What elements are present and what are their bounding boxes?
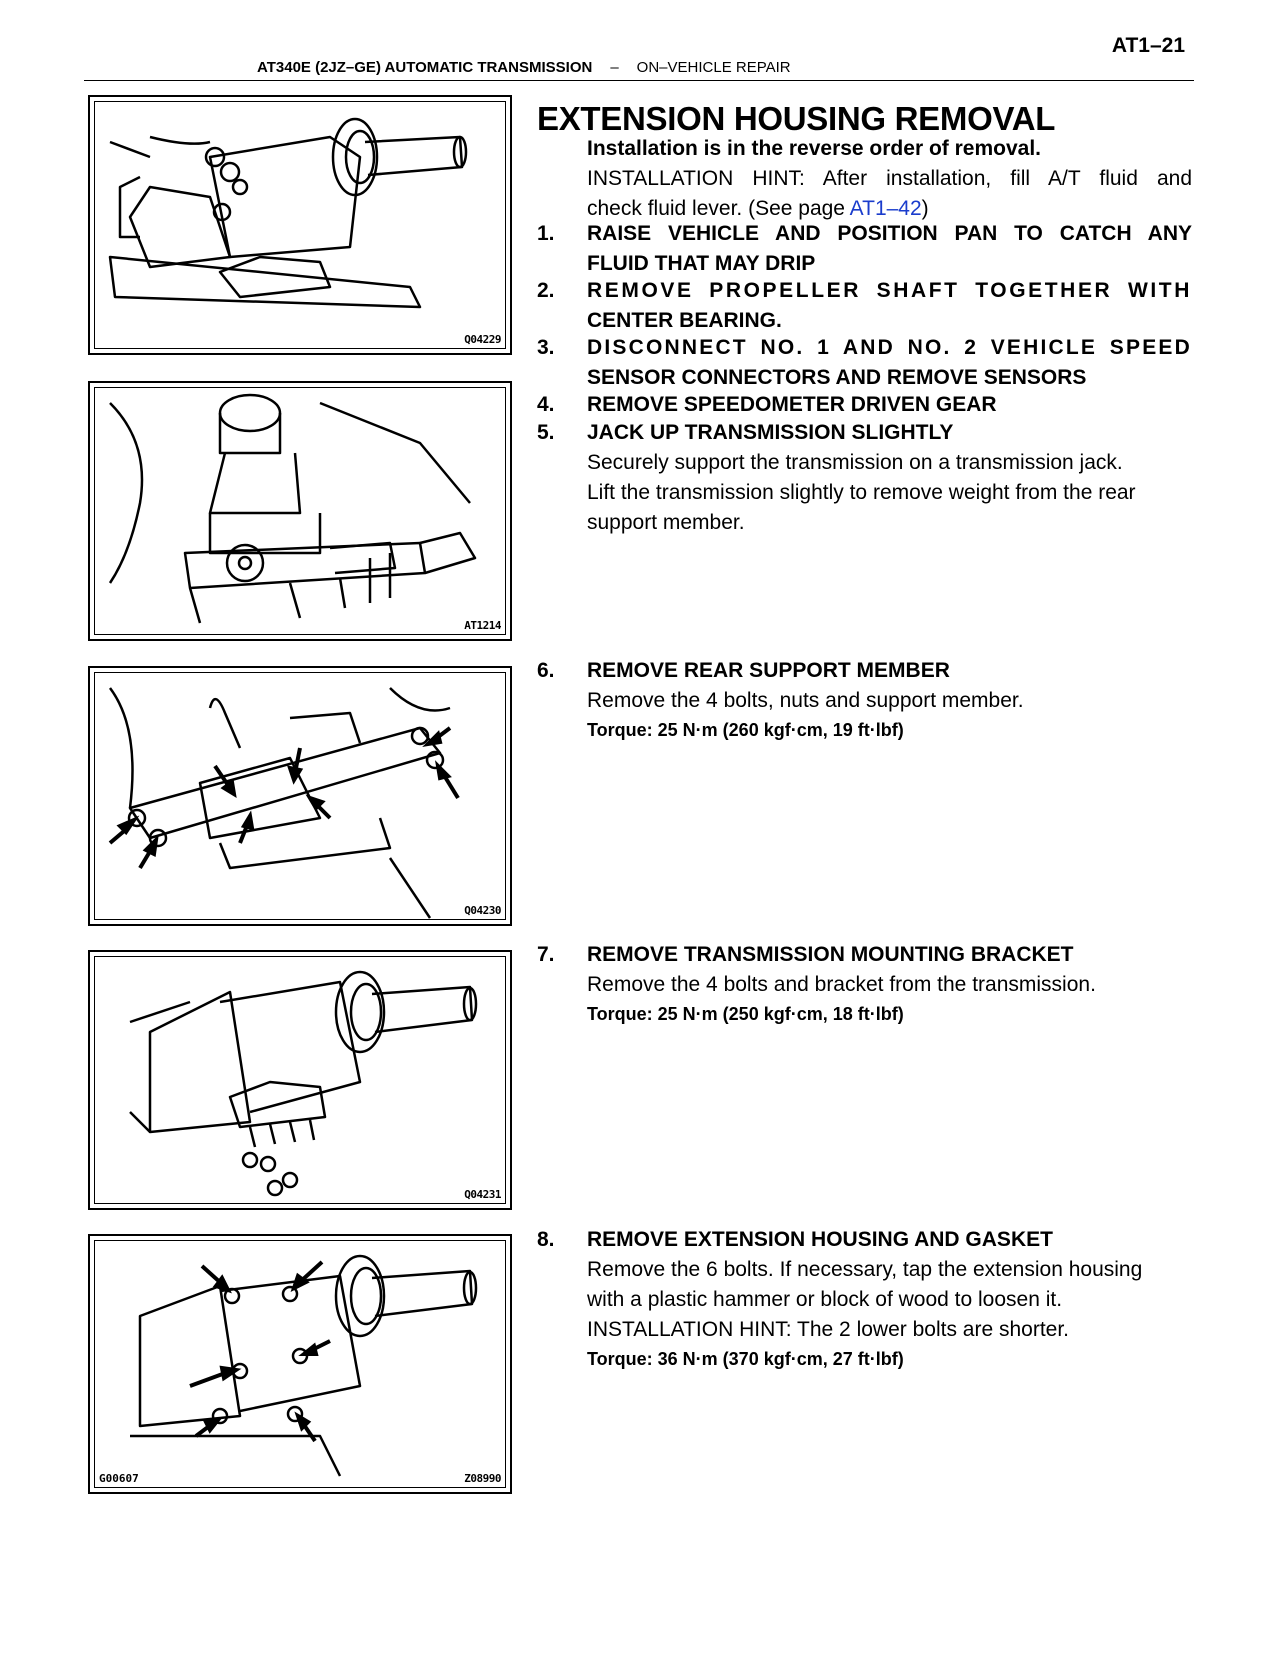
transmission-jack-illustration <box>90 383 510 639</box>
figure-code: AT1214 <box>464 619 501 632</box>
transmission-illustration <box>90 97 510 353</box>
hint-prefix: check fluid lever. (See page <box>587 197 850 220</box>
header-separator: – <box>610 59 619 76</box>
header-subsection: ON–VEHICLE REPAIR <box>636 59 791 76</box>
step-8 <box>537 1225 1192 1373</box>
step-heading-line: REMOVE REAR SUPPORT MEMBER <box>587 659 950 682</box>
step-number: 6. <box>537 659 555 682</box>
figure-mounting-bracket <box>88 950 512 1210</box>
figure-transmission-rear-view <box>88 95 512 355</box>
step-heading-line: RAISE VEHICLE AND POSITION PAN TO CATCH ANY <box>587 222 1192 245</box>
torque-spec: Torque: 36 N·m (370 kgf·cm, 27 ft·lbf) <box>587 1349 904 1369</box>
figure-extension-housing <box>88 1234 512 1494</box>
step-number: 7. <box>537 943 555 966</box>
step-number: 3. <box>537 336 555 359</box>
figure-code: Q04229 <box>464 333 501 346</box>
step-heading-line: SENSOR CONNECTORS AND REMOVE SENSORS <box>587 366 1087 389</box>
torque-spec: Torque: 25 N·m (250 kgf·cm, 18 ft·lbf) <box>587 1004 904 1024</box>
mounting-bracket-illustration <box>90 952 510 1208</box>
figure-transmission-jack <box>88 381 512 641</box>
step-number: 4. <box>537 393 555 416</box>
step-heading-line: JACK UP TRANSMISSION SLIGHTLY <box>587 421 954 444</box>
step-number: 2. <box>537 279 555 302</box>
page-reference-link[interactable]: AT1–42 <box>849 197 922 220</box>
step-heading-line: DISCONNECT NO. 1 AND NO. 2 VEHICLE SPEED <box>587 336 1192 359</box>
step-3 <box>537 333 1192 393</box>
support-member-illustration <box>90 668 510 924</box>
header-section: AT340E (2JZ–GE) AUTOMATIC TRANSMISSION <box>257 59 593 76</box>
figure-code: Z08990 <box>464 1472 501 1485</box>
step-body-line: support member. <box>587 511 745 534</box>
step-body-line: Remove the 4 bolts and bracket from the transmission. <box>587 973 1096 996</box>
step-6 <box>537 656 1192 744</box>
step-heading-line: FLUID THAT MAY DRIP <box>587 252 816 275</box>
step-body-line: INSTALLATION HINT: The 2 lower bolts are shorter. <box>587 1318 1070 1341</box>
step-body-line: Lift the transmission slightly to remove weight from the rear <box>587 481 1136 504</box>
torque-spec: Torque: 25 N·m (260 kgf·cm, 19 ft·lbf) <box>587 720 904 740</box>
extension-housing-illustration <box>90 1236 510 1492</box>
step-5 <box>537 418 1192 538</box>
step-1 <box>537 219 1192 279</box>
figure-rear-support-member <box>88 666 512 926</box>
step-4 <box>537 390 1192 420</box>
figure-code: Q04231 <box>464 1188 501 1201</box>
step-2 <box>537 276 1192 336</box>
step-number: 1. <box>537 222 555 245</box>
step-heading-line: REMOVE EXTENSION HOUSING AND GASKET <box>587 1228 1053 1251</box>
step-heading-line: CENTER BEARING. <box>587 309 782 332</box>
reverse-order-note: Installation is in the reverse order of removal. <box>587 137 1041 160</box>
hint-suffix: ) <box>921 197 929 220</box>
step-heading-line: REMOVE PROPELLER SHAFT TOGETHER WITH <box>587 279 1192 302</box>
step-heading-line: REMOVE SPEEDOMETER DRIVEN GEAR <box>587 393 997 416</box>
step-heading-line: REMOVE TRANSMISSION MOUNTING BRACKET <box>587 943 1074 966</box>
running-header <box>257 59 791 76</box>
figure-code: Q04230 <box>464 904 501 917</box>
header-rule <box>84 80 1194 81</box>
step-body-line: Remove the 6 bolts. If necessary, tap the extension housing <box>587 1258 1143 1281</box>
step-body-line: with a plastic hammer or block of wood to loosen it. <box>587 1288 1063 1311</box>
figure-code-left: G00607 <box>99 1472 139 1485</box>
step-number: 5. <box>537 421 555 444</box>
page-title: EXTENSION HOUSING REMOVAL <box>537 100 1056 137</box>
page-number: AT1–21 <box>1111 34 1185 57</box>
step-body-line: Securely support the transmission on a transmission jack. <box>587 451 1123 474</box>
step-7 <box>537 940 1192 1028</box>
intro-block <box>537 134 1192 224</box>
step-number: 8. <box>537 1228 555 1251</box>
step-body-line: Remove the 4 bolts, nuts and support member. <box>587 689 1024 712</box>
installation-hint-line1: INSTALLATION HINT: After installation, fill A/T fluid and <box>587 167 1192 190</box>
